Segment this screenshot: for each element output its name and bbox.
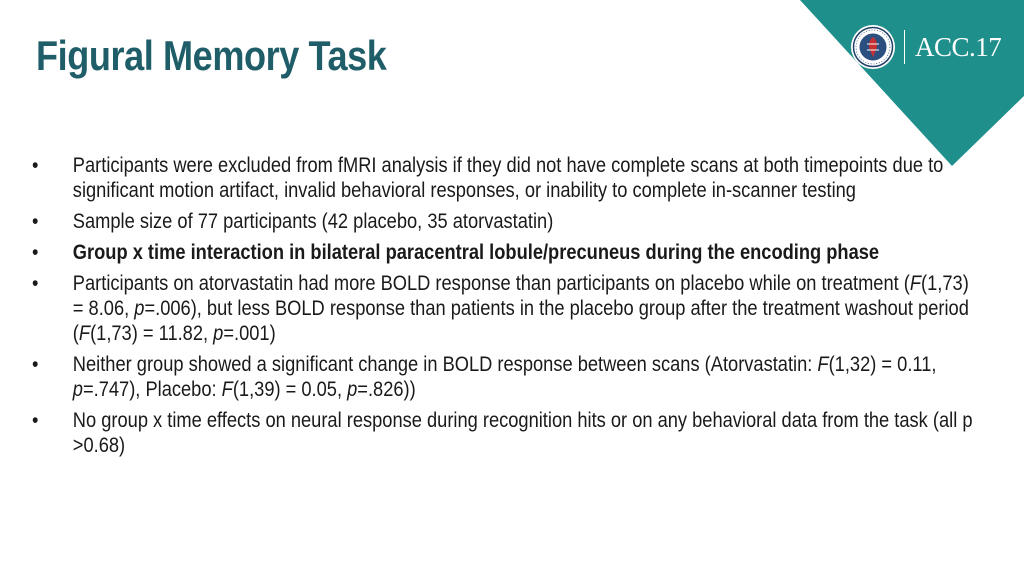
bullet-text: [73, 271, 969, 345]
text-segment: =.747), Placebo:: [82, 377, 222, 401]
text-segment: =.001): [223, 321, 276, 345]
bullet-text: Sample size of 77 participants (42 placebo, 35 atorvastatin): [72, 209, 554, 233]
bullet-list: [32, 153, 984, 464]
bullet-symbol: •: [32, 153, 39, 177]
stat-symbol: p: [347, 377, 358, 401]
acc-logo: [850, 24, 1001, 70]
bullet-text-bold: Group x time interaction in bilateral paracentral lobule/precuneus during the encoding phase: [72, 240, 880, 264]
text-segment: (1,73) = 8.06,: [72, 271, 969, 320]
acc-seal-icon: [850, 24, 896, 70]
bullet-text: No group x time effects on neural response during recognition hits or on any behavioral data from the task (all p >0.68): [72, 408, 973, 457]
logo-divider: [904, 30, 905, 64]
stat-symbol: p: [213, 321, 224, 345]
bullet-symbol: •: [32, 271, 39, 295]
logo-text: ACC.17: [915, 31, 1002, 62]
bullet-symbol: •: [32, 352, 39, 376]
bullet-text: Participants were excluded from fMRI analysis if they did not have complete scans at both timepoints due to significant motion artifact, invalid behavioral responses, or inability to complete in-scanner testing: [72, 153, 944, 202]
bullet-item: [32, 153, 984, 203]
page-title: Figural Memory Task: [36, 32, 387, 79]
text-segment: (1,32) = 0.11,: [828, 352, 937, 376]
stat-symbol: p: [134, 296, 145, 320]
stat-symbol: F: [78, 321, 91, 345]
bullet-item: [32, 240, 984, 265]
text-segment: (1,39) = 0.05,: [232, 377, 348, 401]
bullet-item: [32, 271, 984, 346]
text-segment: Participants on atorvastatin had more BOLD response than participants on placebo while on treatment (: [72, 271, 910, 295]
text-segment: (1,73) = 11.82,: [90, 321, 214, 345]
stat-symbol: F: [221, 377, 233, 401]
bullet-symbol: •: [32, 408, 39, 432]
text-segment: =.006), but less BOLD response than patients in the placebo group after the treatment washout period (: [72, 296, 969, 345]
text-segment: Neither group showed a significant change in BOLD response between scans (Atorvastatin:: [72, 352, 818, 376]
bullet-symbol: •: [32, 240, 39, 264]
stat-symbol: F: [817, 352, 829, 376]
stat-symbol: p: [72, 377, 83, 401]
bullet-item: [32, 209, 984, 234]
bullet-symbol: •: [32, 209, 39, 233]
stat-symbol: F: [909, 271, 922, 295]
text-segment: =.826)): [357, 377, 416, 401]
bullet-item: [32, 352, 984, 402]
bullet-item: [32, 408, 984, 458]
bullet-text: [73, 352, 937, 401]
